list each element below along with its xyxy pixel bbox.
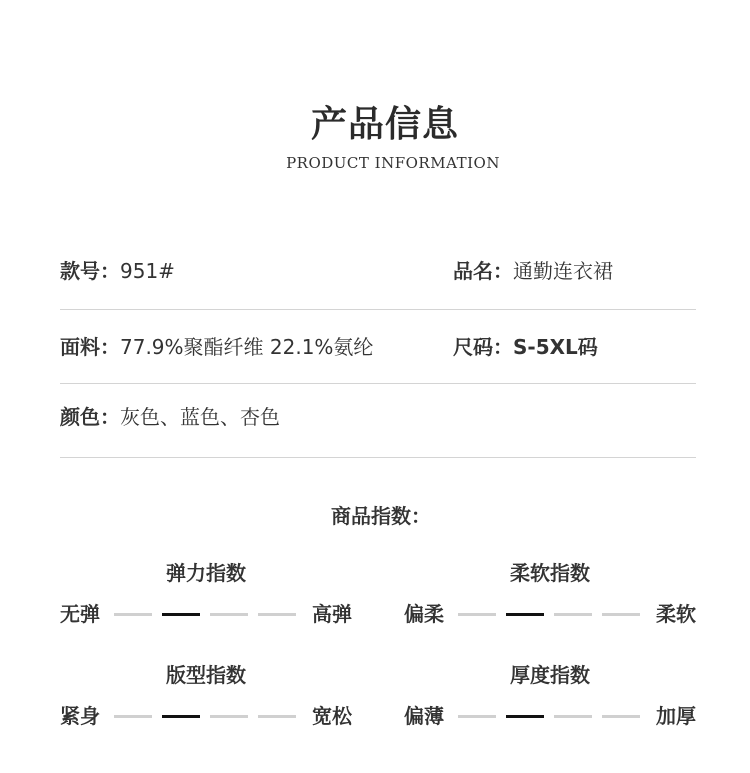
- info-row-3: [60, 402, 696, 432]
- elasticity-max-label: 高弹: [312, 602, 352, 626]
- softness-segment-2: [506, 613, 544, 616]
- color-label: 颜色：: [60, 405, 120, 429]
- info-row-1: [60, 256, 696, 286]
- color-value: 灰色、蓝色、杏色: [120, 405, 280, 429]
- fit-min-label: 紧身: [60, 704, 100, 728]
- divider-3: [60, 457, 696, 458]
- fit-index-title: 版型指数: [166, 663, 246, 687]
- product-name-value: 通勤连衣裙: [513, 259, 613, 283]
- fit-segment-3: [210, 715, 248, 718]
- elasticity-index: [60, 560, 352, 630]
- fabric-label: 面料：: [60, 335, 120, 359]
- thickness-index: [404, 662, 696, 732]
- page-title: 产品信息: [310, 104, 459, 145]
- color-field: [60, 402, 280, 432]
- softness-segment-3: [554, 613, 592, 616]
- fit-segment-4: [258, 715, 296, 718]
- elasticity-segment-4: [258, 613, 296, 616]
- thickness-segment-4: [602, 715, 640, 718]
- fabric-field: [60, 332, 373, 362]
- product-name-field: [453, 256, 613, 286]
- softness-segment-1: [458, 613, 496, 616]
- elasticity-index-title: 弹力指数: [166, 561, 246, 585]
- product-name-label: 品名：: [453, 259, 513, 283]
- fabric-value: 77.9%聚酯纤维 22.1%氨纶: [120, 335, 374, 359]
- style-no-field: [60, 256, 175, 286]
- fit-max-label: 宽松: [312, 704, 352, 728]
- elasticity-segment-1: [114, 613, 152, 616]
- page-subtitle: PRODUCT INFORMATION: [286, 154, 500, 172]
- fit-segment-2: [162, 715, 200, 718]
- softness-min-label: 偏柔: [404, 602, 444, 626]
- softness-index-title: 柔软指数: [510, 561, 590, 585]
- thickness-segment-2: [506, 715, 544, 718]
- fit-scale: [60, 702, 352, 730]
- divider-1: [60, 309, 696, 310]
- elasticity-segment-3: [210, 613, 248, 616]
- style-no-value: 951#: [120, 259, 175, 283]
- softness-index: [404, 560, 696, 630]
- softness-segment-4: [602, 613, 640, 616]
- thickness-segment-1: [458, 715, 496, 718]
- indices-heading: 商品指数：: [331, 504, 431, 528]
- elasticity-min-label: 无弹: [60, 602, 100, 626]
- style-no-label: 款号：: [60, 259, 120, 283]
- thickness-scale: [404, 702, 696, 730]
- thickness-max-label: 加厚: [656, 704, 696, 728]
- info-row-2: [60, 332, 696, 362]
- size-value: S-5XL码: [513, 335, 598, 359]
- size-field: [453, 332, 598, 362]
- fit-segment-1: [114, 715, 152, 718]
- elasticity-scale: [60, 600, 352, 628]
- softness-max-label: 柔软: [656, 602, 696, 626]
- thickness-segment-3: [554, 715, 592, 718]
- divider-2: [60, 383, 696, 384]
- fit-index: [60, 662, 352, 732]
- elasticity-segment-2: [162, 613, 200, 616]
- size-label: 尺码：: [453, 335, 513, 359]
- softness-scale: [404, 600, 696, 628]
- thickness-min-label: 偏薄: [404, 704, 444, 728]
- thickness-index-title: 厚度指数: [510, 663, 590, 687]
